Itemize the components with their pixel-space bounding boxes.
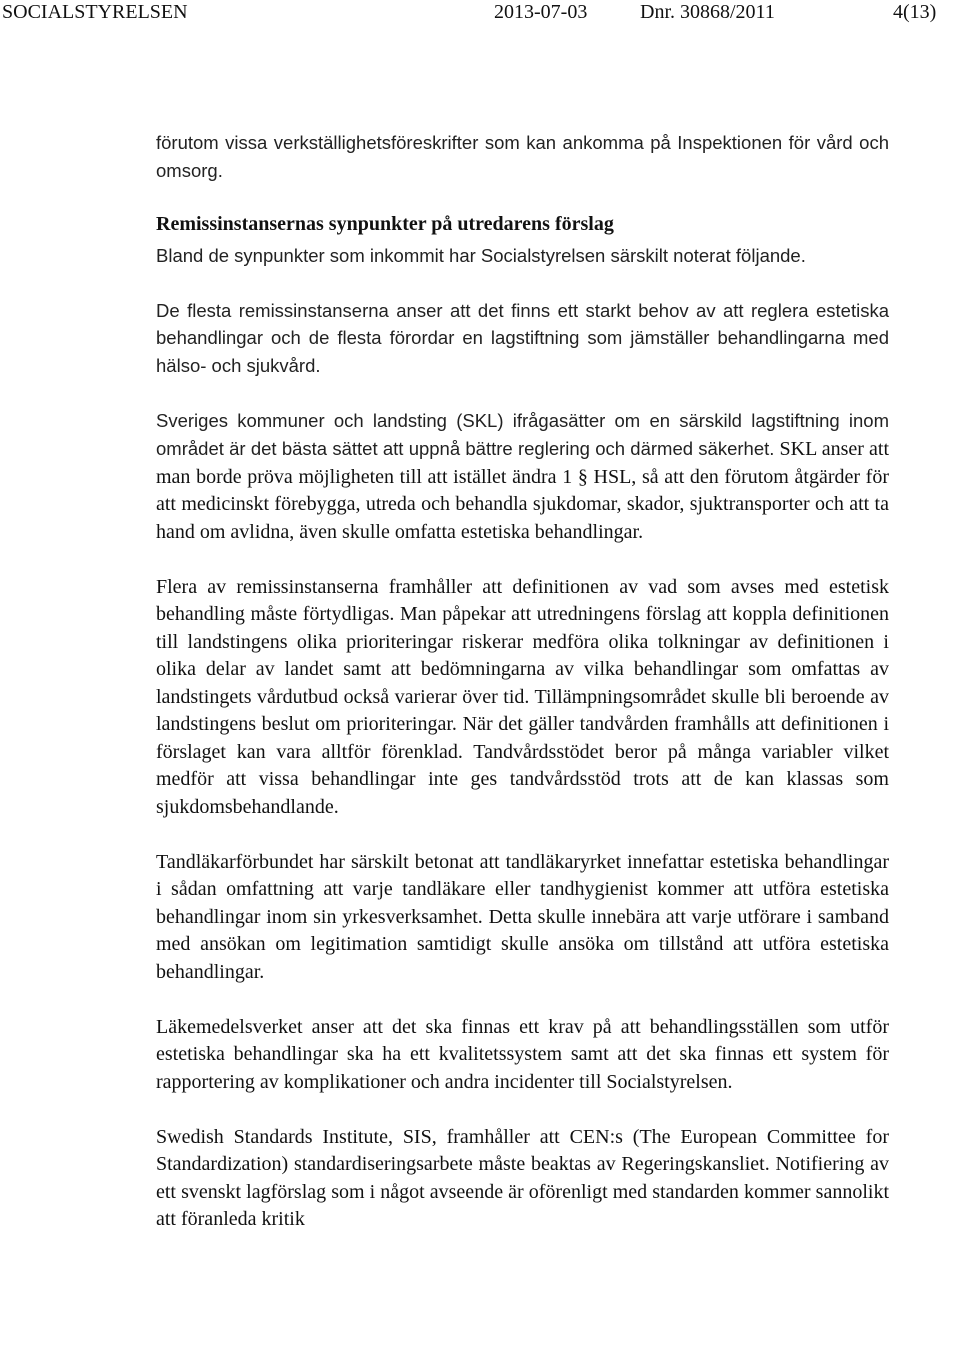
paragraph-lakemedelsverket: Läkemedelsverket anser att det ska finnas ett krav på att behandlingsställen som utför estetiska behandlingar ska ha ett kvalitetssystem samt att det ska finnas ett system för rapportering av komplikationer och andra incidenter till Socialstyrelsen. — [156, 1015, 889, 1093]
paragraph-definition-part2: Man påpekar att utredningens förslag att koppla definitionen till landstingens olika prioriteringar riskerar medföra olika tolkningar av definitionen i olika delar av landet samt att bedömningarna av vilka behandlingar som omfattas av landstingets vårdutbud också varierar över tid. Tillämpningsområdet skulle bli beroende av landstingens beslut om prioriteringar. När det gäller tandvården framhålls att definitionen i förslaget kan vara alltför förenklad. Tandvårdsstödet beror på många variabler vilket medför att vissa behandlingar inte ges tandvårdsstöd trots att de kan klassas som sjukdomsbehandlande. — [156, 603, 890, 818]
paragraph-sis: Swedish Standards Institute, SIS, framhåller att CEN:s (The European Committee for Standardization) standardiseringsarbete måste beaktas av Regeringskansliet. Notifiering av ett svenskt lagförslag som i något avseende är oförenligt med standarden kommer sannolikt att föranleda kritik — [156, 1125, 889, 1230]
page-header — [0, 0, 960, 28]
paragraph-skl-part1: Sveriges kommuner och landsting (SKL) ifrågasätter om en särskild lagstiftning inom området är det bästa sättet att uppnå bättre reglering och därmed säkerhet. — [156, 409, 889, 459]
paragraph-skl-part2: SKL anser att man borde pröva möjligheten till att istället ändra 1 § HSL, så att den förutom åtgärder för att medicinskt förebygga, utreda och behandla sjukdomar, skador, sjuktransporter och att ta hand om avlidna, även skulle omfatta estetiska behandlingar. — [156, 438, 890, 543]
document-date: 2013-07-03 — [494, 1, 588, 23]
document-body — [156, 129, 889, 1234]
lead-paragraph: Bland de synpunkter som inkommit har Socialstyrelsen särskilt noterat följande. — [156, 244, 806, 266]
section-heading: Remissinstansernas synpunkter på utredarens förslag — [156, 213, 614, 235]
paragraph-tandlakarforbundet: Tandläkarförbundet har särskilt betonat att tandläkaryrket innefattar estetiska behandlingar i sådan omfattning att varje tandläkare eller tandhygienist kommer att utföra estetiska behandlingar inom sin yrkesverksamhet. Detta skulle innebära att varje utförare i samband med ansökan om legitimation samtidigt skulle ansöka om tillstånd att utföra estetiska behandlingar. — [156, 850, 889, 983]
organization-name: SOCIALSTYRELSEN — [2, 1, 188, 23]
paragraph-remissinstanser: De flesta remissinstanserna anser att det finns ett starkt behov av att reglera estetiska behandlingar och de flesta förordar en lagstiftning som jämställer behandlingarna med hälso- och sjukvård. — [156, 299, 889, 376]
page-number: 4(13) — [893, 1, 937, 23]
document-number: Dnr. 30868/2011 — [640, 1, 775, 23]
paragraph-definition-part1: Flera av remissinstanserna framhåller att definitionen av vad som avses med estetisk behandling måste förtydligas. — [156, 575, 889, 625]
intro-continuation: förutom vissa verkställighetsföreskrifter som kan ankomma på Inspektionen för vård och omsorg. — [156, 132, 889, 181]
paragraph-skl — [156, 407, 889, 547]
paragraph-definition — [156, 574, 889, 822]
